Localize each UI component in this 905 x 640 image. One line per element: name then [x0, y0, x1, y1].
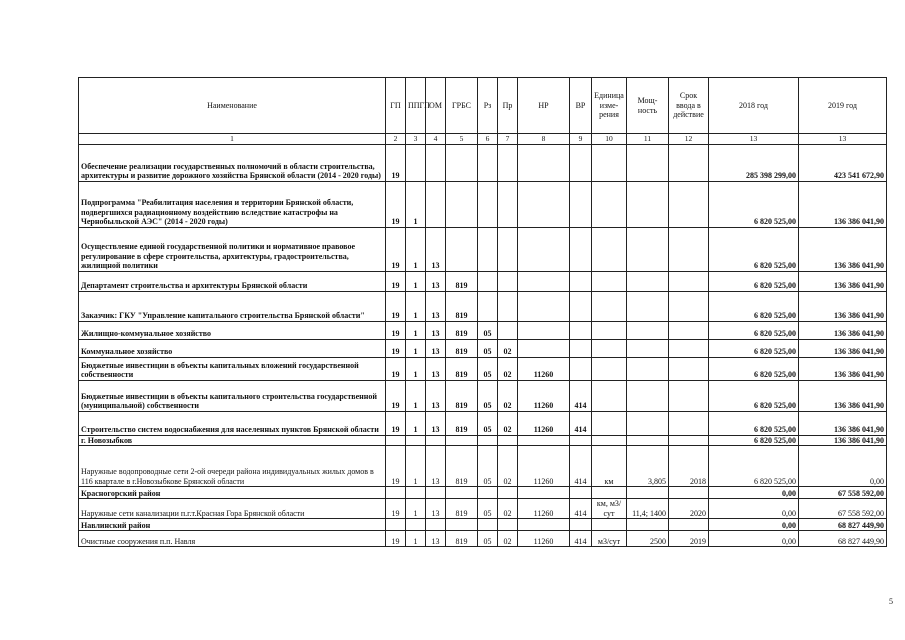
table-row	[79, 339, 887, 357]
cell-pr	[498, 181, 518, 227]
cell-term	[669, 487, 709, 499]
cell-vr	[570, 321, 592, 339]
table-row	[79, 446, 887, 487]
cell-y2019: 423 541 672,90	[799, 144, 887, 181]
col-number: 6	[478, 134, 498, 145]
cell-power	[627, 321, 669, 339]
col-number: 13	[799, 134, 887, 145]
cell-pr	[498, 227, 518, 271]
cell-y2018: 6 820 525,00	[709, 321, 799, 339]
cell-nr	[518, 339, 570, 357]
cell-vr	[570, 487, 592, 499]
cell-nr: 11260	[518, 357, 570, 380]
col-gp-header: ГП	[386, 78, 406, 134]
cell-y2018: 6 820 525,00	[709, 339, 799, 357]
cell-om: 13	[426, 531, 446, 547]
cell-nr: 11260	[518, 531, 570, 547]
cell-y2019: 136 386 041,90	[799, 357, 887, 380]
col-number: 5	[446, 134, 478, 145]
cell-rz	[478, 519, 498, 531]
col-grbs-header: ГРБС	[446, 78, 478, 134]
table-row	[79, 487, 887, 499]
cell-name: Очистные сооружения п.п. Навля	[79, 531, 386, 547]
cell-vr: 414	[570, 499, 592, 519]
cell-unit: км, м3/сут	[592, 499, 627, 519]
cell-unit: км	[592, 446, 627, 487]
cell-y2019: 68 827 449,90	[799, 531, 887, 547]
cell-vr	[570, 227, 592, 271]
cell-ppgp	[406, 487, 426, 499]
cell-y2019: 136 386 041,90	[799, 411, 887, 435]
cell-unit	[592, 357, 627, 380]
cell-y2018: 285 398 299,00	[709, 144, 799, 181]
cell-gp	[386, 487, 406, 499]
cell-nr	[518, 321, 570, 339]
cell-rz: 05	[478, 411, 498, 435]
cell-grbs	[446, 519, 478, 531]
cell-power	[627, 271, 669, 291]
cell-unit	[592, 380, 627, 411]
col-term-header: Срок ввода в действие	[669, 78, 709, 134]
cell-term: 2018	[669, 446, 709, 487]
cell-y2018: 6 820 525,00	[709, 291, 799, 321]
table-row	[79, 380, 887, 411]
cell-rz	[478, 227, 498, 271]
cell-grbs	[446, 227, 478, 271]
cell-name: Заказчик: ГКУ "Управление капитального строительства Брянской области"	[79, 291, 386, 321]
cell-gp: 19	[386, 499, 406, 519]
cell-pr	[498, 519, 518, 531]
cell-vr	[570, 357, 592, 380]
col-number: 8	[518, 134, 570, 145]
cell-unit	[592, 144, 627, 181]
cell-grbs: 819	[446, 321, 478, 339]
cell-rz	[478, 144, 498, 181]
cell-y2019: 136 386 041,90	[799, 227, 887, 271]
cell-unit	[592, 271, 627, 291]
cell-grbs: 819	[446, 339, 478, 357]
cell-nr: 11260	[518, 411, 570, 435]
cell-nr	[518, 435, 570, 446]
cell-pr: 02	[498, 531, 518, 547]
table-row	[79, 411, 887, 435]
budget-table	[78, 77, 887, 547]
col-number: 1	[79, 134, 386, 145]
cell-term	[669, 435, 709, 446]
cell-y2018: 6 820 525,00	[709, 435, 799, 446]
cell-pr	[498, 321, 518, 339]
cell-y2019: 67 558 592,00	[799, 499, 887, 519]
col-ppgp-header: ППГП	[406, 78, 426, 134]
cell-power	[627, 339, 669, 357]
cell-rz: 05	[478, 446, 498, 487]
cell-y2018: 0,00	[709, 519, 799, 531]
table-row	[79, 519, 887, 531]
cell-pr: 02	[498, 357, 518, 380]
cell-vr: 414	[570, 411, 592, 435]
cell-unit	[592, 339, 627, 357]
col-number: 3	[406, 134, 426, 145]
cell-om: 13	[426, 291, 446, 321]
cell-name: Бюджетные инвестиции в объекты капитального строительства государственной (муниципальной) собственности	[79, 380, 386, 411]
cell-y2019: 136 386 041,90	[799, 291, 887, 321]
page-number: 5	[889, 597, 893, 606]
cell-y2018: 6 820 525,00	[709, 357, 799, 380]
cell-y2019: 136 386 041,90	[799, 321, 887, 339]
cell-ppgp: 1	[406, 339, 426, 357]
cell-unit: м3/сут	[592, 531, 627, 547]
cell-power: 3,805	[627, 446, 669, 487]
cell-term: 2019	[669, 531, 709, 547]
cell-y2019: 136 386 041,90	[799, 271, 887, 291]
cell-name: Осуществление единой государственной политики и нормативное правовое регулирование в сфере строительства, архитектуры, градостроительства, жилищной политики	[79, 227, 386, 271]
cell-ppgp	[406, 519, 426, 531]
cell-ppgp: 1	[406, 357, 426, 380]
table-row	[79, 499, 887, 519]
cell-term	[669, 380, 709, 411]
cell-name: г. Новозыбков	[79, 435, 386, 446]
cell-power: 2500	[627, 531, 669, 547]
cell-rz	[478, 181, 498, 227]
cell-rz: 05	[478, 499, 498, 519]
cell-rz: 05	[478, 339, 498, 357]
cell-ppgp: 1	[406, 321, 426, 339]
cell-gp: 19	[386, 321, 406, 339]
cell-unit	[592, 291, 627, 321]
cell-ppgp: 1	[406, 271, 426, 291]
cell-power	[627, 487, 669, 499]
cell-grbs: 819	[446, 411, 478, 435]
cell-power	[627, 181, 669, 227]
col-pr-header: Пр	[498, 78, 518, 134]
cell-om	[426, 487, 446, 499]
cell-name: Строительство систем водоснабжения для населенных пунктов Брянской области	[79, 411, 386, 435]
cell-power	[627, 411, 669, 435]
cell-power	[627, 291, 669, 321]
table-row	[79, 291, 887, 321]
table-row	[79, 531, 887, 547]
cell-rz: 05	[478, 380, 498, 411]
cell-vr	[570, 181, 592, 227]
cell-name: Департамент строительства и архитектуры Брянской области	[79, 271, 386, 291]
table-row	[79, 321, 887, 339]
cell-gp	[386, 519, 406, 531]
cell-gp: 19	[386, 181, 406, 227]
cell-y2019: 136 386 041,90	[799, 435, 887, 446]
cell-power	[627, 144, 669, 181]
cell-nr	[518, 181, 570, 227]
cell-power	[627, 519, 669, 531]
cell-nr	[518, 291, 570, 321]
cell-power	[627, 357, 669, 380]
cell-term: 2020	[669, 499, 709, 519]
col-unit-header: Единица изме-рения	[592, 78, 627, 134]
cell-pr: 02	[498, 499, 518, 519]
cell-vr	[570, 271, 592, 291]
col-nr-header: НР	[518, 78, 570, 134]
cell-gp: 19	[386, 291, 406, 321]
cell-om: 13	[426, 446, 446, 487]
cell-om: 13	[426, 227, 446, 271]
cell-vr	[570, 291, 592, 321]
col-number: 2	[386, 134, 406, 145]
cell-grbs	[446, 144, 478, 181]
cell-term	[669, 411, 709, 435]
cell-grbs: 819	[446, 531, 478, 547]
cell-gp: 19	[386, 271, 406, 291]
cell-unit	[592, 411, 627, 435]
cell-power	[627, 380, 669, 411]
cell-y2019: 136 386 041,90	[799, 339, 887, 357]
cell-grbs	[446, 181, 478, 227]
cell-ppgp: 1	[406, 531, 426, 547]
cell-name: Подпрограмма "Реабилитация населения и территории Брянской области, подвергшихся радиационному воздействию вследствие катастрофы на Чернобыльской АЭС" (2014 - 2020 годы)	[79, 181, 386, 227]
cell-y2019: 68 827 449,90	[799, 519, 887, 531]
cell-vr	[570, 144, 592, 181]
col-rz-header: Рз	[478, 78, 498, 134]
cell-gp: 19	[386, 446, 406, 487]
cell-pr	[498, 271, 518, 291]
cell-om: 13	[426, 271, 446, 291]
cell-unit	[592, 321, 627, 339]
col-number: 12	[669, 134, 709, 145]
col-number: 13	[709, 134, 799, 145]
cell-name: Красногорский район	[79, 487, 386, 499]
cell-y2018: 6 820 525,00	[709, 227, 799, 271]
cell-y2018: 6 820 525,00	[709, 446, 799, 487]
column-numbers-row	[79, 134, 887, 145]
cell-y2018: 6 820 525,00	[709, 271, 799, 291]
col-power-header: Мощ-ность	[627, 78, 669, 134]
col-name-header: Наименование	[79, 78, 386, 134]
cell-gp: 19	[386, 531, 406, 547]
cell-nr	[518, 227, 570, 271]
cell-pr	[498, 144, 518, 181]
cell-ppgp: 1	[406, 446, 426, 487]
cell-nr: 11260	[518, 446, 570, 487]
cell-term	[669, 181, 709, 227]
cell-ppgp	[406, 435, 426, 446]
cell-nr: 11260	[518, 380, 570, 411]
cell-om: 13	[426, 357, 446, 380]
cell-nr	[518, 271, 570, 291]
cell-grbs: 819	[446, 357, 478, 380]
cell-unit	[592, 519, 627, 531]
cell-unit	[592, 435, 627, 446]
table-row	[79, 144, 887, 181]
cell-vr: 414	[570, 531, 592, 547]
cell-rz: 05	[478, 531, 498, 547]
cell-term	[669, 291, 709, 321]
cell-ppgp: 1	[406, 227, 426, 271]
cell-name: Наружные сети канализации п.г.т.Красная Гора Брянской области	[79, 499, 386, 519]
cell-y2019: 67 558 592,00	[799, 487, 887, 499]
cell-om: 13	[426, 380, 446, 411]
cell-om	[426, 181, 446, 227]
cell-term	[669, 339, 709, 357]
cell-term	[669, 519, 709, 531]
cell-om: 13	[426, 411, 446, 435]
cell-y2018: 6 820 525,00	[709, 380, 799, 411]
cell-pr	[498, 487, 518, 499]
col-2019-header: 2019 год	[799, 78, 887, 134]
cell-pr: 02	[498, 446, 518, 487]
cell-om	[426, 144, 446, 181]
cell-pr: 02	[498, 339, 518, 357]
cell-om: 13	[426, 321, 446, 339]
cell-unit	[592, 487, 627, 499]
col-number: 4	[426, 134, 446, 145]
cell-ppgp: 1	[406, 499, 426, 519]
cell-term	[669, 227, 709, 271]
cell-ppgp: 1	[406, 411, 426, 435]
cell-gp: 19	[386, 227, 406, 271]
cell-nr	[518, 144, 570, 181]
cell-vr: 414	[570, 446, 592, 487]
cell-y2019: 136 386 041,90	[799, 380, 887, 411]
cell-rz: 05	[478, 357, 498, 380]
cell-vr	[570, 519, 592, 531]
cell-term	[669, 357, 709, 380]
cell-gp: 19	[386, 357, 406, 380]
cell-term	[669, 271, 709, 291]
cell-y2018: 0,00	[709, 487, 799, 499]
cell-rz	[478, 271, 498, 291]
cell-grbs: 819	[446, 271, 478, 291]
col-vr-header: ВР	[570, 78, 592, 134]
cell-name: Жилищно-коммунальное хозяйство	[79, 321, 386, 339]
col-number: 10	[592, 134, 627, 145]
cell-unit	[592, 181, 627, 227]
cell-ppgp: 1	[406, 181, 426, 227]
cell-grbs: 819	[446, 291, 478, 321]
table-row	[79, 271, 887, 291]
cell-pr: 02	[498, 411, 518, 435]
cell-grbs: 819	[446, 499, 478, 519]
cell-y2018: 0,00	[709, 499, 799, 519]
cell-ppgp: 1	[406, 291, 426, 321]
cell-pr: 02	[498, 380, 518, 411]
cell-unit	[592, 227, 627, 271]
cell-grbs: 819	[446, 446, 478, 487]
cell-nr: 11260	[518, 499, 570, 519]
cell-term	[669, 144, 709, 181]
cell-y2018: 6 820 525,00	[709, 181, 799, 227]
cell-om	[426, 435, 446, 446]
cell-rz	[478, 291, 498, 321]
cell-pr	[498, 291, 518, 321]
cell-rz	[478, 435, 498, 446]
cell-rz	[478, 487, 498, 499]
cell-name: Навлинский район	[79, 519, 386, 531]
cell-grbs	[446, 487, 478, 499]
cell-name: Коммунальное хозяйство	[79, 339, 386, 357]
cell-power	[627, 227, 669, 271]
cell-ppgp	[406, 144, 426, 181]
table-row	[79, 181, 887, 227]
cell-power	[627, 435, 669, 446]
cell-name: Обеспечение реализации государственных полномочий в области строительства, архитектуры и развитие дорожного хозяйства Брянской области (2014 - 2020 годы)	[79, 144, 386, 181]
cell-nr	[518, 487, 570, 499]
col-2018-header: 2018 год	[709, 78, 799, 134]
header-row	[79, 78, 887, 134]
cell-grbs	[446, 435, 478, 446]
cell-name: Наружные водопроводные сети 2-ой очереди района индивидуальных жилых домов в 116 квартале в г.Новозыбкове Брянской области	[79, 446, 386, 487]
cell-om: 13	[426, 499, 446, 519]
cell-y2019: 136 386 041,90	[799, 181, 887, 227]
col-number: 9	[570, 134, 592, 145]
cell-vr	[570, 435, 592, 446]
col-number: 7	[498, 134, 518, 145]
cell-power: 11,4; 1400	[627, 499, 669, 519]
cell-name: Бюджетные инвестиции в объекты капитальных вложений государственной собственности	[79, 357, 386, 380]
cell-nr	[518, 519, 570, 531]
cell-vr	[570, 339, 592, 357]
cell-gp: 19	[386, 144, 406, 181]
cell-y2019: 0,00	[799, 446, 887, 487]
cell-om: 13	[426, 339, 446, 357]
table-row	[79, 227, 887, 271]
col-number: 11	[627, 134, 669, 145]
col-om-header: ОМ	[426, 78, 446, 134]
cell-gp: 19	[386, 411, 406, 435]
cell-term	[669, 321, 709, 339]
cell-gp: 19	[386, 380, 406, 411]
cell-pr	[498, 435, 518, 446]
table-row	[79, 435, 887, 446]
cell-gp	[386, 435, 406, 446]
cell-y2018: 0,00	[709, 531, 799, 547]
cell-om	[426, 519, 446, 531]
cell-grbs: 819	[446, 380, 478, 411]
cell-y2018: 6 820 525,00	[709, 411, 799, 435]
cell-vr: 414	[570, 380, 592, 411]
cell-rz: 05	[478, 321, 498, 339]
cell-gp: 19	[386, 339, 406, 357]
cell-ppgp: 1	[406, 380, 426, 411]
table-row	[79, 357, 887, 380]
